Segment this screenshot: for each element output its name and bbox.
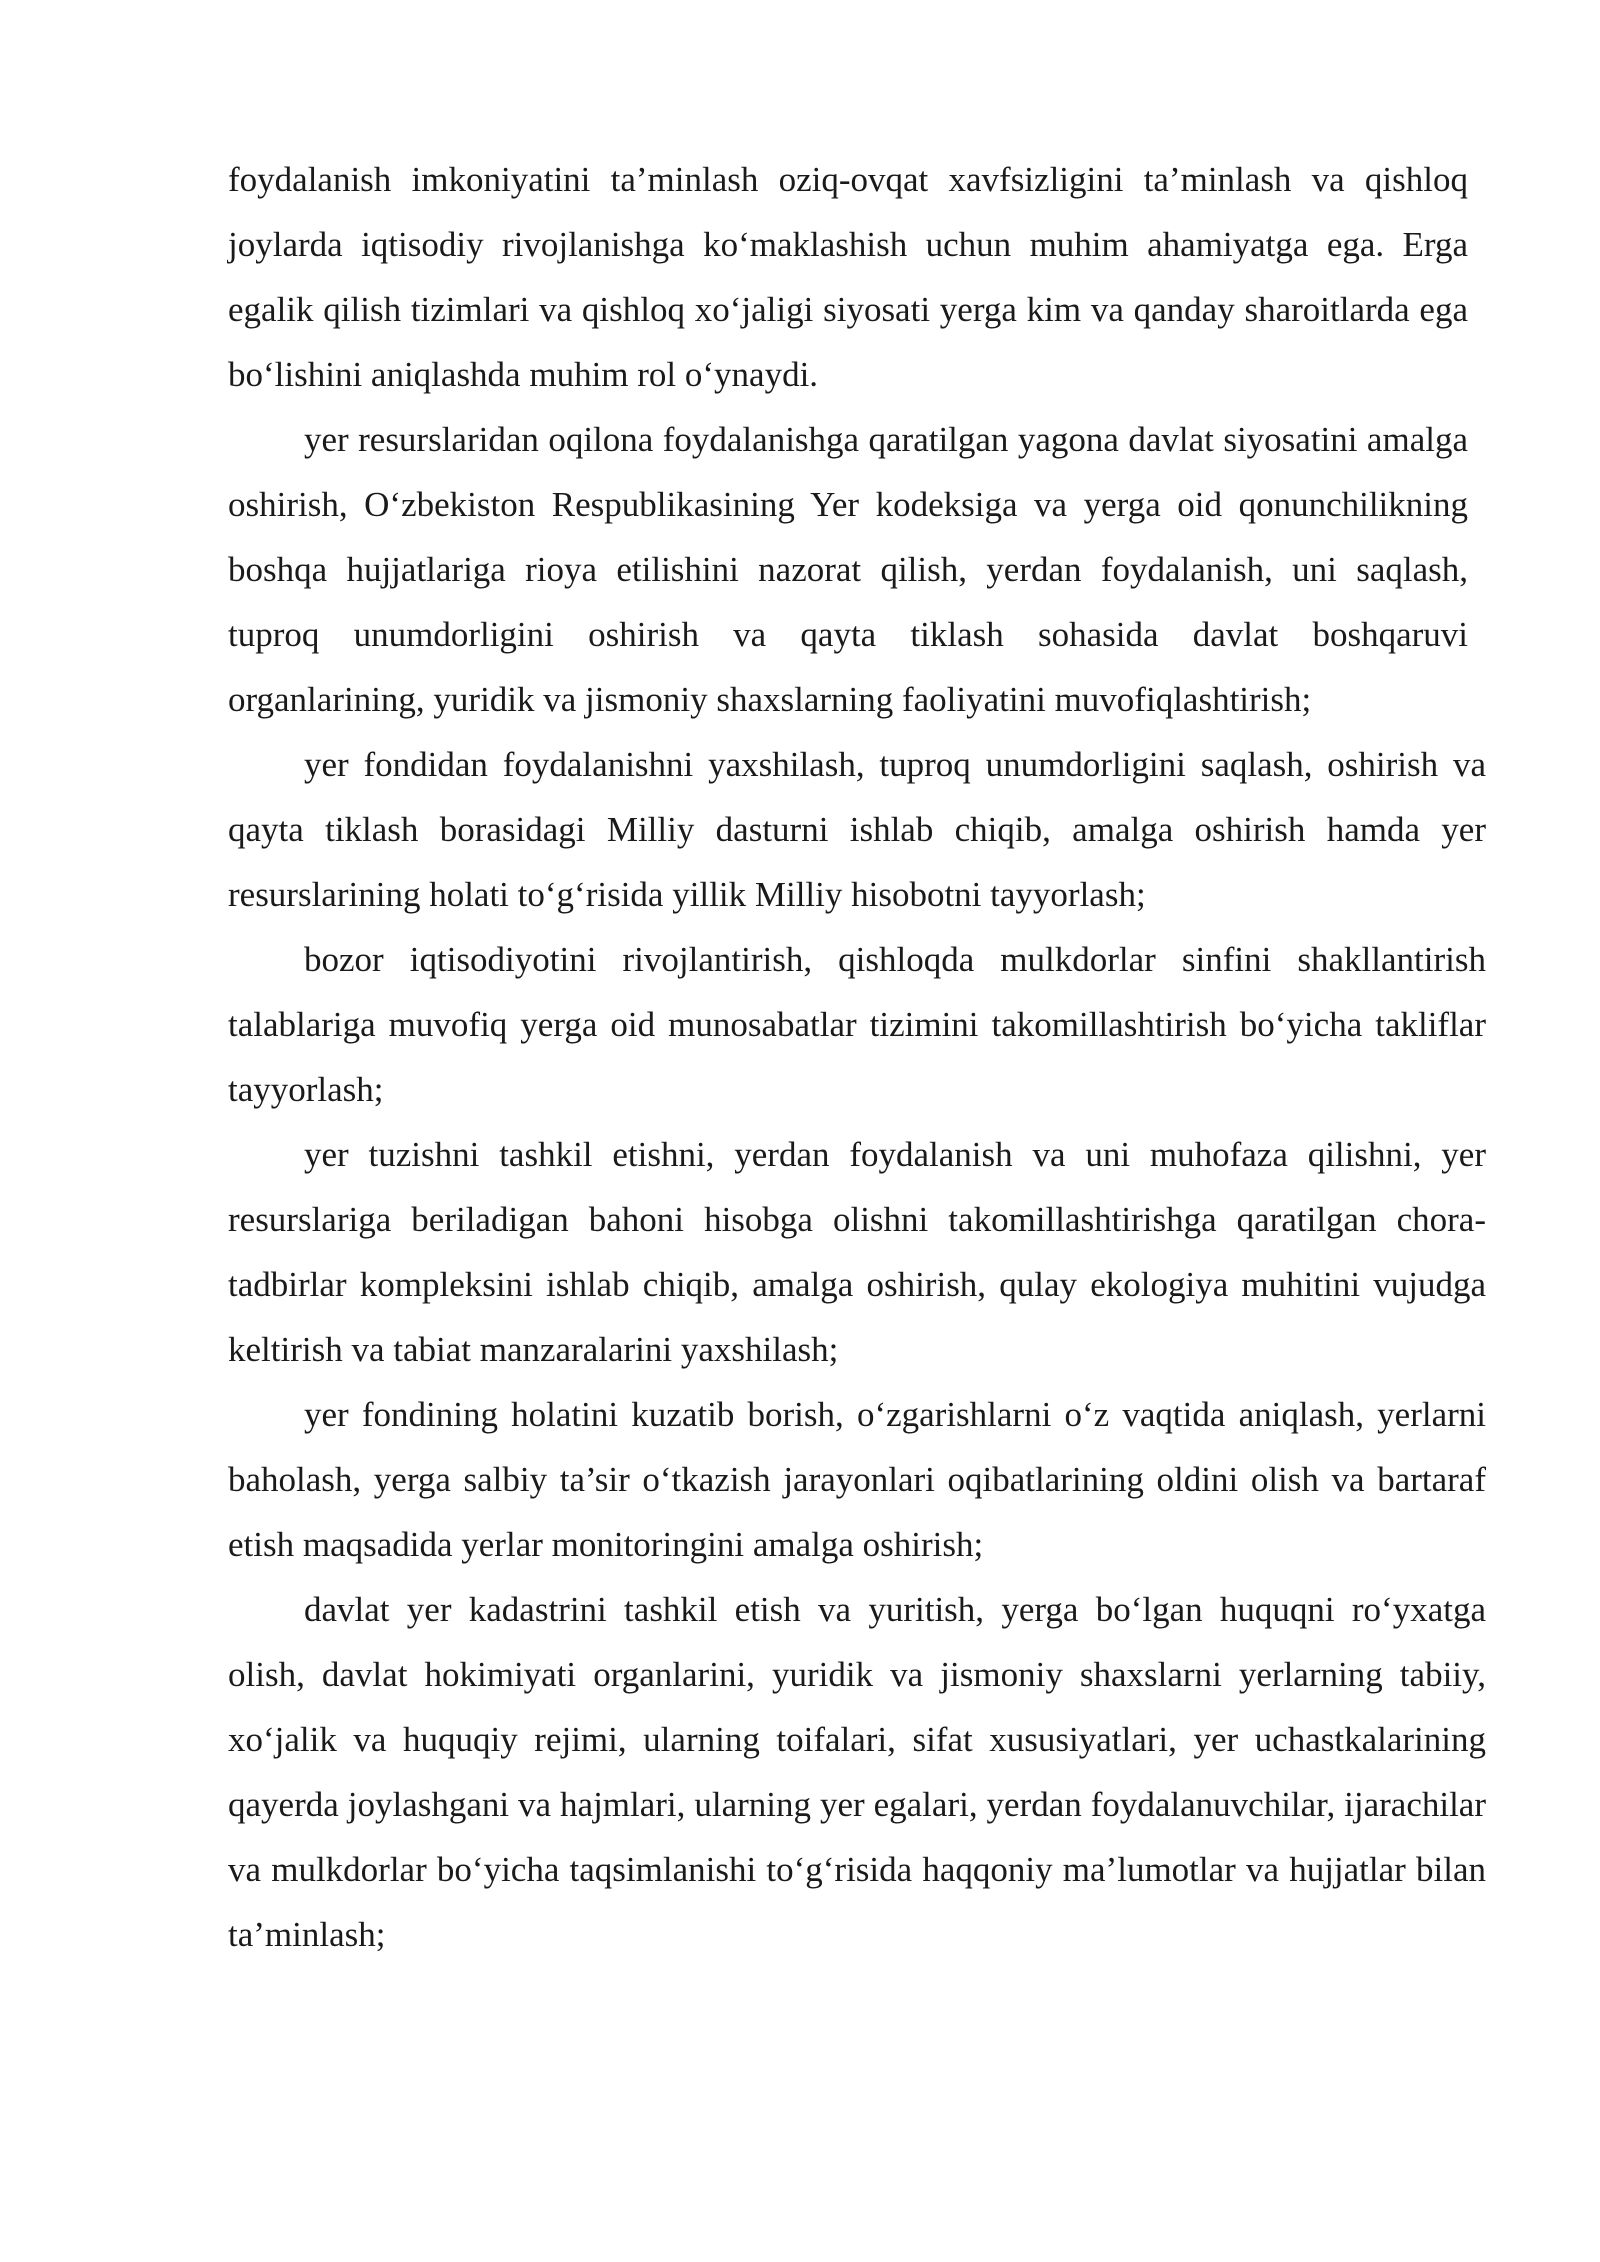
paragraph-2: yer resurslaridan oqilona foydalanishga qaratilgan yagona davlat siyosatini amalga oshirish, O‘zbekiston Respublikasining Yer kodeksiga va yerga oid qonunchilikning boshqa hujjatlariga rioya etilishini nazorat qilish, yerdan foydalanish, uni saqlash, tuproq unumdorligini oshirish va qayta tiklash sohasida davlat boshqaruvi organlarining, yuridik va jismoniy shaxslarning faoliyatini muvofiqlashtirish; — [228, 420, 1468, 719]
paragraph-4: bozor iqtisodiyotini rivojlantirish, qishloqda mulkdorlar sinfini shakllantirish talablariga muvofiq yerga oid munosabatlar tizimini takomillashtirish bo‘yicha takliflar tayyorlash; — [228, 940, 1486, 1109]
paragraph-6: yer fondining holatini kuzatib borish, o‘zgarishlarni o‘z vaqtida aniqlash, yerlarni baholash, yerga salbiy ta’sir o‘tkazish jarayonlari oqibatlarining oldini olish va bartaraf etish maqsadida yerlar monitoringini amalga oshirish; — [228, 1395, 1486, 1564]
document-body — [228, 147, 1486, 1967]
paragraph-1: foydalanish imkoniyatini ta’minlash oziq-ovqat xavfsizligini ta’minlash va qishloq joylarda iqtisodiy rivojlanishga ko‘maklashish uchun muhim ahamiyatga ega. Erga egalik qilish tizimlari va qishloq xo‘jaligi siyosati yerga kim va qanday sharoitlarda ega bo‘lishini aniqlashda muhim rol o‘ynaydi. — [228, 160, 1468, 394]
paragraph-5: yer tuzishni tashkil etishni, yerdan foydalanish va uni muhofaza qilishni, yer resurslariga beriladigan bahoni hisobga olishni takomillashtirishga qaratilgan chora-tadbirlar kompleksini ishlab chiqib, amalga oshirish, qulay ekologiya muhitini vujudga keltirish va tabiat manzaralarini yaxshilash; — [228, 1135, 1486, 1369]
paragraph-7: davlat yer kadastrini tashkil etish va yuritish, yerga bo‘lgan huquqni ro‘yxatga olish, davlat hokimiyati organlarini, yuridik va jismoniy shaxslarni yerlarning tabiiy, xo‘jalik va huquqiy rejimi, ularning toifalari, sifat xususiyatlari, yer uchastkalarining qayerda joylashgani va hajmlari, ularning yer egalari, yerdan foydalanuvchilar, ijarachilar va mulkdorlar bo‘yicha taqsimlanishi to‘g‘risida haqqoniy ma’lumotlar va hujjatlar bilan ta’minlash; — [228, 1590, 1486, 1954]
paragraph-3: yer fondidan foydalanishni yaxshilash, tuproq unumdorligini saqlash, oshirish va qayta tiklash borasidagi Milliy dasturni ishlab chiqib, amalga oshirish hamda yer resurslarining holati to‘g‘risida yillik Milliy hisobotni tayyorlash; — [228, 745, 1486, 914]
